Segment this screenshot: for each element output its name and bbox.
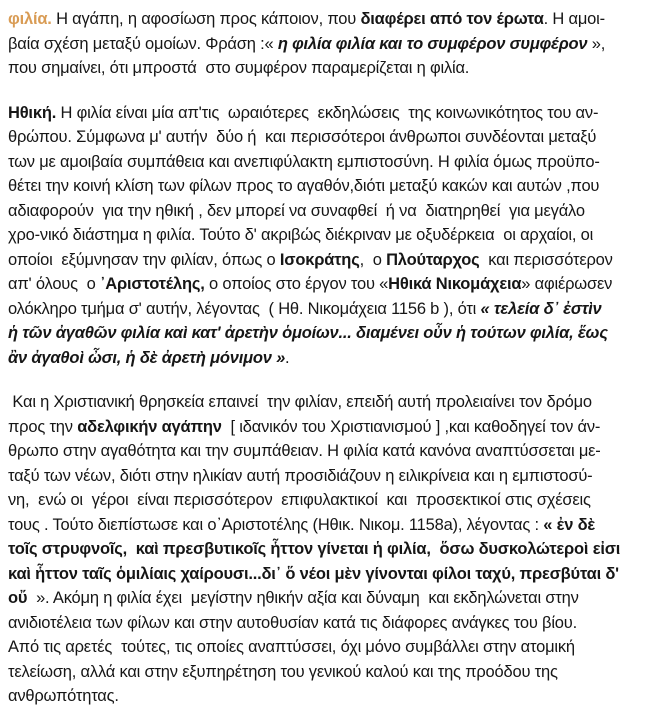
text-run: ἂν ἀγαθοὶ ὦσι, ἡ δὲ ἀρετὴ μόνιμον » — [8, 348, 286, 367]
text-run: βαία σχέση μεταξύ ομοίων. Φράση :« — [8, 34, 278, 53]
text-run: ανιδιοτέλεια των φίλων και στην αυτοθυσίαν κατά τις διάφορες ανάγκες του βίου. — [8, 613, 577, 632]
text-run: τελείωση, αλλά και στην εξυπηρέτηση του γενικού καλού και της προόδου της — [8, 662, 558, 681]
text-line — [8, 660, 643, 685]
headword: φιλία. — [8, 10, 52, 28]
text-run: Ηθική. — [8, 103, 57, 122]
text-run: θρώπου. Σύμφωνα μ' αυτήν δύο ή και περισσότεροι άνθρωποι συνδέονται μεταξύ — [8, 128, 597, 146]
text-run: . Η αμοι- — [543, 10, 605, 28]
text-run: ολόκληρο τμήμα σ' αυτήν, λέγοντας ( Ηθ. Νικομάχεια 1156 b ), ότι — [8, 299, 481, 318]
text-line — [8, 464, 643, 489]
text-line — [8, 684, 643, 709]
text-line — [8, 223, 643, 248]
text-run: Από τις αρετές τούτες, τις οποίες αναπτύσσει, όχι μόνο συμβάλλει στην ατομική — [8, 638, 575, 656]
text-line — [8, 199, 643, 224]
text-line — [8, 439, 643, 464]
text-run: νη, ενώ οι γέροι είναι περισσότερον επιφυλακτικοί και προσεκτικοί στις σχέσεις — [8, 491, 591, 509]
text-run: οποίοι εξύμνησαν την φιλίαν, όπως ο — [8, 250, 280, 269]
text-line — [8, 248, 643, 273]
text-run: αδιαφορούν για την ηθική , δεν μπορεί να συναφθεί ή να διατηρηθεί για μεγάλο — [8, 201, 585, 220]
text-line — [8, 537, 643, 562]
text-run: ἡ τῶν ἀγαθῶν φιλία καὶ κατ' ἀρετὴν ὁμοίων... διαμένει οὖν ἡ τούτων φιλία, ἕως — [8, 324, 608, 342]
paragraph — [8, 7, 643, 81]
text-line — [8, 415, 643, 440]
text-run: Ηθικά Νικομάχεια — [388, 275, 522, 293]
text-run: , ο — [359, 250, 387, 269]
text-run: χρο-νικό διάστημα η φιλία. Τούτο δ' ακριβώς διέκριναν με οξυδέρκεια οι αρχαίοι, οι — [8, 226, 594, 244]
text-run: Η αγάπη, η αφοσίωση προς κάποιον, που — [51, 10, 361, 28]
text-line — [8, 101, 643, 126]
document-text — [8, 7, 643, 709]
text-run: τους . Τούτο διεπίστωσε και ο᾽Αριστοτέλης (Ηθικ. Νικομ. 1158a), λέγοντας : — [8, 515, 544, 534]
text-line — [8, 321, 643, 346]
text-run: ». Ακόμη η φιλία έχει μεγίστην ηθικήν αξία και δύναμη και εκδηλώνεται στην — [27, 589, 579, 607]
text-run: », — [587, 34, 606, 53]
text-run: των με αμοιβαία συμπάθεια και ανεπιφύλακτη εμπιστοσύνη. Η φιλία όμως προϋπο- — [8, 152, 600, 171]
text-run: Ισοκράτης — [279, 250, 360, 269]
paragraph — [8, 390, 643, 709]
text-run: που σημαίνει, ότι μπροστά στο συμφέρον παραμερίζεται η φιλία. — [8, 59, 470, 77]
text-line — [8, 7, 643, 32]
text-run: τοῖς στρυφνοῖς, καὶ πρεσβυτικοῖς ἧττον γίνεται ἡ φιλία, ὅσω δυσκολώτεροὶ εἰσι — [8, 540, 621, 558]
text-run: . — [285, 348, 290, 367]
text-run: Η φιλία είναι μία απ'τις ωραιότερες εκδηλώσεις της κοινωνικότητος του αν- — [56, 103, 599, 122]
text-run: η φιλία φιλία και το συμφέρον συμφέρον — [277, 34, 588, 53]
text-run: Πλούταρχος — [386, 250, 480, 269]
text-line — [8, 150, 643, 175]
text-run: Και η Χριστιανική θρησκεία επαινεί την φιλίαν, επειδή αυτή προλειαίνει τον δρόμο — [8, 393, 592, 411]
text-run: « ἐν δὲ — [543, 515, 596, 534]
text-run: » αφιέρωσεν — [521, 275, 613, 293]
text-run: ανθρωπότητας. — [8, 687, 119, 705]
text-line — [8, 346, 643, 371]
text-line — [8, 611, 643, 636]
text-run: απ' όλους ο — [8, 275, 101, 293]
text-line — [8, 125, 643, 150]
text-line — [8, 56, 643, 81]
text-run: προς την — [8, 417, 78, 436]
text-run: θέτει την κοινή κλίση των φίλων προς το αγαθόν,διότι μεταξύ κακών και αυτών ,που — [8, 177, 600, 195]
text-line — [8, 174, 643, 199]
text-line — [8, 390, 643, 415]
text-run: και περισσότερον — [479, 250, 613, 269]
text-run: οὔ — [8, 589, 28, 607]
text-line — [8, 488, 643, 513]
text-line — [8, 562, 643, 587]
text-run: ο οποίος στο έργον του « — [204, 275, 389, 293]
paragraph — [8, 101, 643, 371]
text-run: « τελεία δ᾽ ἐστὶν — [480, 299, 602, 318]
text-run: θρωπο στην αγαθότητα και την συμπάθειαν. Η φιλία κατά κανόνα αναπτύσσεται με- — [8, 442, 601, 460]
text-line — [8, 297, 643, 322]
text-run: διαφέρει από τον έρωτα — [360, 10, 544, 28]
text-run: καὶ ἧττον ταῖς ὁμιλίαις χαίρουσι...δι᾽ ὅ νέοι μὲν γίνονται φίλοι ταχύ, πρεσβύται δ' — [8, 564, 619, 583]
text-line — [8, 32, 643, 57]
text-line — [8, 586, 643, 611]
text-line — [8, 513, 643, 538]
text-line — [8, 272, 643, 297]
text-run: [ ιδανικόν του Χριστιανισμού ] ,και καθοδηγεί τον άν- — [221, 417, 601, 436]
text-line — [8, 635, 643, 660]
text-run: ᾽Αριστοτέλης, — [100, 275, 205, 293]
text-run: ταξύ των νέων, διότι στην ηλικίαν αυτή προσιδιάζουν η ειλικρίνεια και η εμπιστοσύ- — [8, 466, 593, 485]
text-run: αδελφικήν αγάπην — [77, 417, 222, 436]
